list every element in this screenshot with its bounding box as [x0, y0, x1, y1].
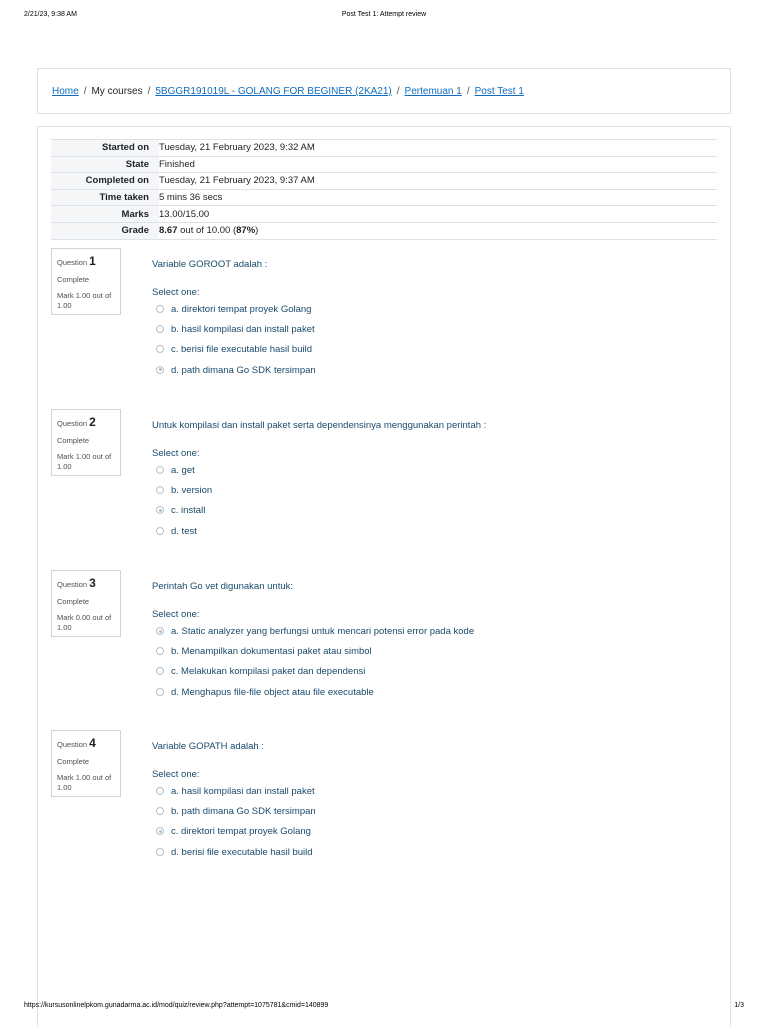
question-4: [51, 730, 717, 880]
print-title: Post Test 1: Attempt review: [341, 11, 427, 18]
question-number: 3: [89, 576, 96, 590]
question-info: [51, 730, 121, 797]
question-text: Variable GOPATH adalah :: [152, 741, 264, 752]
radio-button[interactable]: [156, 667, 164, 675]
answer-option[interactable]: [156, 687, 474, 707]
answer-list: [156, 626, 474, 707]
question-label: Question: [57, 740, 88, 749]
radio-button[interactable]: [156, 305, 164, 313]
radio-button[interactable]: [156, 466, 164, 474]
breadcrumb-my-courses: My courses: [91, 86, 143, 97]
breadcrumb-course-link[interactable]: 5BGGR191019L - GOLANG FOR BEGINER (2KA21): [155, 86, 392, 97]
question-text: Variable GOROOT adalah :: [152, 259, 268, 270]
radio-button[interactable]: [156, 506, 164, 514]
radio-button[interactable]: [156, 345, 164, 353]
answer-label: c. berisi file executable hasil build: [171, 344, 312, 356]
answer-label: c. install: [171, 505, 206, 517]
select-one-label: Select one:: [152, 609, 200, 620]
print-footer: [24, 1002, 744, 1012]
question-state: Complete: [57, 597, 90, 607]
breadcrumb-quiz-link[interactable]: Post Test 1: [474, 86, 524, 97]
question-text: Perintah Go vet digunakan untuk:: [152, 581, 294, 592]
breadcrumb-home-link[interactable]: Home: [52, 86, 79, 97]
answer-label: d. test: [171, 525, 197, 537]
radio-button[interactable]: [156, 527, 164, 535]
summary-row-time: [51, 189, 717, 206]
question-label: Question: [57, 258, 88, 267]
answer-label: a. hasil kompilasi dan install paket: [171, 786, 315, 797]
question-2: [51, 409, 717, 559]
completed-label: Completed on: [51, 173, 159, 190]
breadcrumb-separator: /: [466, 86, 470, 97]
radio-button[interactable]: [156, 627, 164, 635]
question-label: Question: [57, 419, 88, 428]
select-one-label: Select one:: [152, 448, 200, 459]
answer-label: a. get: [171, 465, 195, 476]
radio-button[interactable]: [156, 807, 164, 815]
grade-score: 8.67: [159, 225, 178, 237]
grade-value: [159, 222, 717, 239]
question-state: Complete: [57, 275, 90, 285]
question-mark: Mark 0.00 out of 1.00: [57, 613, 112, 633]
answer-option[interactable]: [156, 505, 212, 525]
summary-row-grade: [51, 222, 717, 239]
radio-button[interactable]: [156, 827, 164, 835]
question-1: [51, 248, 717, 398]
print-date: 2/21/23, 9:38 AM: [24, 11, 77, 18]
question-3: [51, 570, 717, 720]
state-value: Finished: [159, 158, 195, 170]
started-value: Tuesday, 21 February 2023, 9:32 AM: [159, 142, 315, 154]
answer-option[interactable]: [156, 666, 474, 686]
radio-button[interactable]: [156, 848, 164, 856]
select-one-label: Select one:: [152, 769, 200, 780]
answer-option[interactable]: [156, 826, 316, 846]
answer-option[interactable]: [156, 344, 316, 364]
answer-option[interactable]: [156, 485, 212, 505]
answer-label: a. Static analyzer yang berfungsi untuk mencari potensi error pada kode: [171, 626, 475, 637]
answer-option[interactable]: [156, 786, 316, 806]
question-number: 2: [89, 415, 96, 429]
radio-button[interactable]: [156, 787, 164, 795]
answer-label: c. Melakukan kompilasi paket dan dependensi: [171, 666, 366, 678]
summary-row-started: [51, 140, 717, 157]
summary-row-completed: [51, 173, 717, 190]
answer-option[interactable]: [156, 526, 212, 546]
answer-option[interactable]: [156, 806, 316, 826]
question-state: Complete: [57, 436, 90, 446]
time-label: Time taken: [51, 189, 159, 206]
radio-button[interactable]: [156, 647, 164, 655]
state-label: State: [51, 156, 159, 173]
answer-label: b. Menampilkan dokumentasi paket atau simbol: [171, 646, 372, 658]
select-one-label: Select one:: [152, 287, 200, 298]
time-value: 5 mins 36 secs: [159, 192, 223, 204]
radio-button[interactable]: [156, 688, 164, 696]
question-state: Complete: [57, 757, 90, 767]
question-text: Untuk kompilasi dan install paket serta dependensinya menggunakan perintah :: [152, 420, 487, 431]
answer-option[interactable]: [156, 324, 316, 344]
answer-list: [156, 304, 316, 385]
marks-label: Marks: [51, 206, 159, 223]
breadcrumb: [37, 68, 731, 114]
question-number: 1: [89, 254, 96, 268]
question-info: [51, 248, 121, 315]
grade-close: ): [255, 225, 259, 237]
answer-label: d. Menghapus file-file object atau file executable: [171, 686, 374, 698]
question-mark: Mark 1.00 out of 1.00: [57, 452, 112, 472]
grade-label: Grade: [51, 222, 159, 239]
breadcrumb-separator: /: [147, 86, 151, 97]
grade-out-of: out of 10.00 (: [177, 225, 237, 237]
question-mark: Mark 1.00 out of 1.00: [57, 773, 112, 793]
print-header: [24, 11, 744, 21]
radio-button[interactable]: [156, 325, 164, 333]
question-label: Question: [57, 580, 88, 589]
completed-value: Tuesday, 21 February 2023, 9:37 AM: [159, 175, 315, 187]
question-number: 4: [89, 736, 96, 750]
question-mark: Mark 1.00 out of 1.00: [57, 291, 112, 311]
breadcrumb-separator: /: [83, 86, 87, 97]
answer-list: [156, 465, 212, 546]
summary-row-marks: [51, 206, 717, 223]
answer-label: d. path dimana Go SDK tersimpan: [171, 364, 316, 376]
question-info: [51, 409, 121, 476]
print-url: https://kursusonlinelpkom.gunadarma.ac.id/mod/quiz/review.php?attempt=1075781&cmid=140899: [24, 1002, 329, 1009]
marks-value: 13.00/15.00: [159, 208, 210, 220]
answer-list: [156, 786, 316, 867]
answer-option[interactable]: [156, 465, 212, 485]
answer-label: b. path dimana Go SDK tersimpan: [171, 806, 316, 818]
grade-percent: 87%: [236, 225, 256, 237]
started-label: Started on: [51, 140, 159, 157]
answer-option[interactable]: [156, 365, 316, 385]
attempt-summary-table: [51, 139, 717, 240]
answer-label: d. berisi file executable hasil build: [171, 846, 313, 858]
answer-label: b. hasil kompilasi dan install paket: [171, 324, 315, 336]
answer-option[interactable]: [156, 304, 316, 324]
question-info: [51, 570, 121, 637]
answer-option[interactable]: [156, 646, 474, 666]
breadcrumb-section-link[interactable]: Pertemuan 1: [404, 86, 462, 97]
print-page-number: 1/3: [734, 1002, 744, 1009]
answer-label: a. direktori tempat proyek Golang: [171, 304, 312, 315]
answer-label: b. version: [171, 485, 213, 497]
breadcrumb-separator: /: [396, 86, 400, 97]
answer-label: c. direktori tempat proyek Golang: [171, 826, 311, 838]
answer-option[interactable]: [156, 847, 316, 867]
radio-button[interactable]: [156, 486, 164, 494]
answer-option[interactable]: [156, 626, 474, 646]
radio-button[interactable]: [156, 366, 164, 374]
summary-row-state: [51, 156, 717, 173]
